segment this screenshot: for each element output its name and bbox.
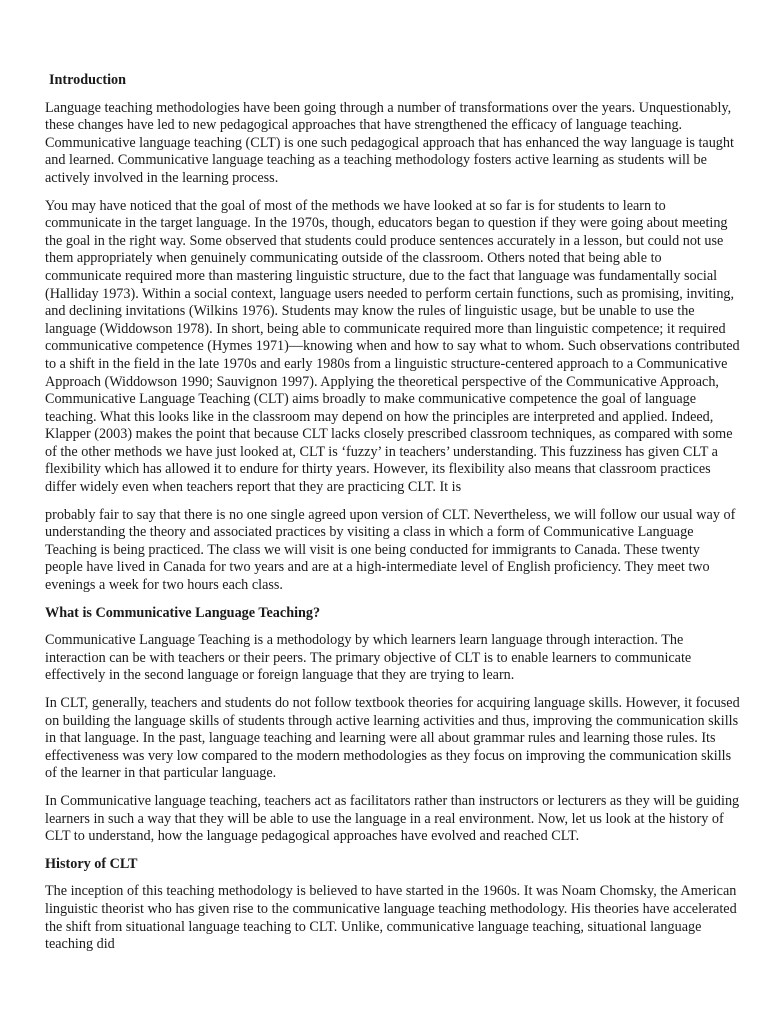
continued-paragraph: probably fair to say that there is no one single agreed upon version of CLT. Nevertheless, we will follow our usual way of understanding the theory and associated practices by visiting a class in which a form of Communicative Language Teaching is being practiced. The class we will visit is one being conducted for immigrants to Canada. These twenty people have lived in Canada for two years and are at a high-intermediate level of English proficiency. They meet two evenings a week for two hours each class.	[45, 506, 736, 594]
introduction-paragraph: Language teaching methodologies have been going through a number of transformations over the years. Unquestionably, these changes have led to new pedagogical approaches that have strengthened the efficacy of language teaching. Communicative language teaching (CLT) is one such pedagogical approach that has enhanced the way language is taught and learned. Communicative language teaching as a teaching methodology fosters active learning as students will be actively involved in the learning process.	[45, 99, 734, 186]
history-paragraph: The inception of this teaching methodology is believed to have started in the 1960s. It was Noam Chomsky, the American linguistic theorist who has given rise to the communicative language teaching methodology. His theories have accelerated the shift from situational language teaching to CLT. Unlike, communicative language teaching, situational language teaching did	[45, 883, 737, 953]
history-of-clt-heading: History of CLT	[45, 855, 138, 872]
introduction-heading: Introduction	[49, 72, 126, 88]
what-is-clt-paragraph-2: In CLT, generally, teachers and students do not follow textbook theories for acquiring language skills. However, it focused on building the language skills of students through active learning activities and thus, improving the communication skills in that language. In the past, language teaching and learning were all about grammar rules and learning those rules. Its effectiveness was very low compared to the modern methodologies as they focus on improving the communication skills of the learner in that particular language.	[45, 695, 740, 782]
document-page	[45, 72, 741, 964]
what-is-clt-paragraph-3: In Communicative language teaching, teachers act as facilitators rather than instructors or lecturers as they will be guiding learners in such a way that they will be able to use the language in a real environment. Now, let us look at the history of CLT to understand, how the language pedagogical approaches have evolved and reached CLT.	[45, 792, 740, 845]
what-is-clt-heading: What is Communicative Language Teaching?	[45, 604, 321, 621]
what-is-clt-paragraph-1: Communicative Language Teaching is a methodology by which learners learn language through interaction. The interaction can be with teachers or their peers. The primary objective of CLT is to enable learners to communicate effectively in the second language or foreign language that they are trying to learn.	[45, 632, 692, 684]
methods-paragraph: You may have noticed that the goal of most of the methods we have looked at so far is for students to learn to communicate in the target language. In the 1970s, though, educators began to question if they were going about meeting the goal in the right way. Some observed that students could produce sentences accurately in a lesson, but could not use them appropriately when genuinely communicating outside of the classroom. Others noted that being able to communicate required more than mastering linguistic structure, due to the fact that language was fundamentally social (Halliday 1973). Within a social context, language users needed to perform certain functions, such as promising, inviting, and declining invitations (Wilkins 1976). Students may know the rules of linguistic usage, but be unable to use the language (Widdowson 1978). In short, being able to communicate required more than linguistic competence; it required communicative competence (Hymes 1971)—knowing when and how to say what to whom. Such observations contributed to a shift in the field in the late 1970s and early 1980s from a linguistic structure-centered approach to a Communicative Approach (Widdowson 1990; Sauvignon 1997). Applying the theoretical perspective of the Communicative Approach, Communicative Language Teaching (CLT) aims broadly to make communicative competence the goal of language teaching. What this looks like in the classroom may depend on how the principles are interpreted and applied. Indeed, Klapper (2003) makes the point that because CLT lacks closely prescribed classroom techniques, as compared with some of the other methods we have just looked at, CLT is ‘fuzzy’ in teachers’ understanding. This fuzziness has given CLT a flexibility which has allowed it to endure for thirty years. However, its flexibility also means that classroom practices differ widely even when teachers report that they are practicing CLT. It is	[45, 197, 740, 496]
